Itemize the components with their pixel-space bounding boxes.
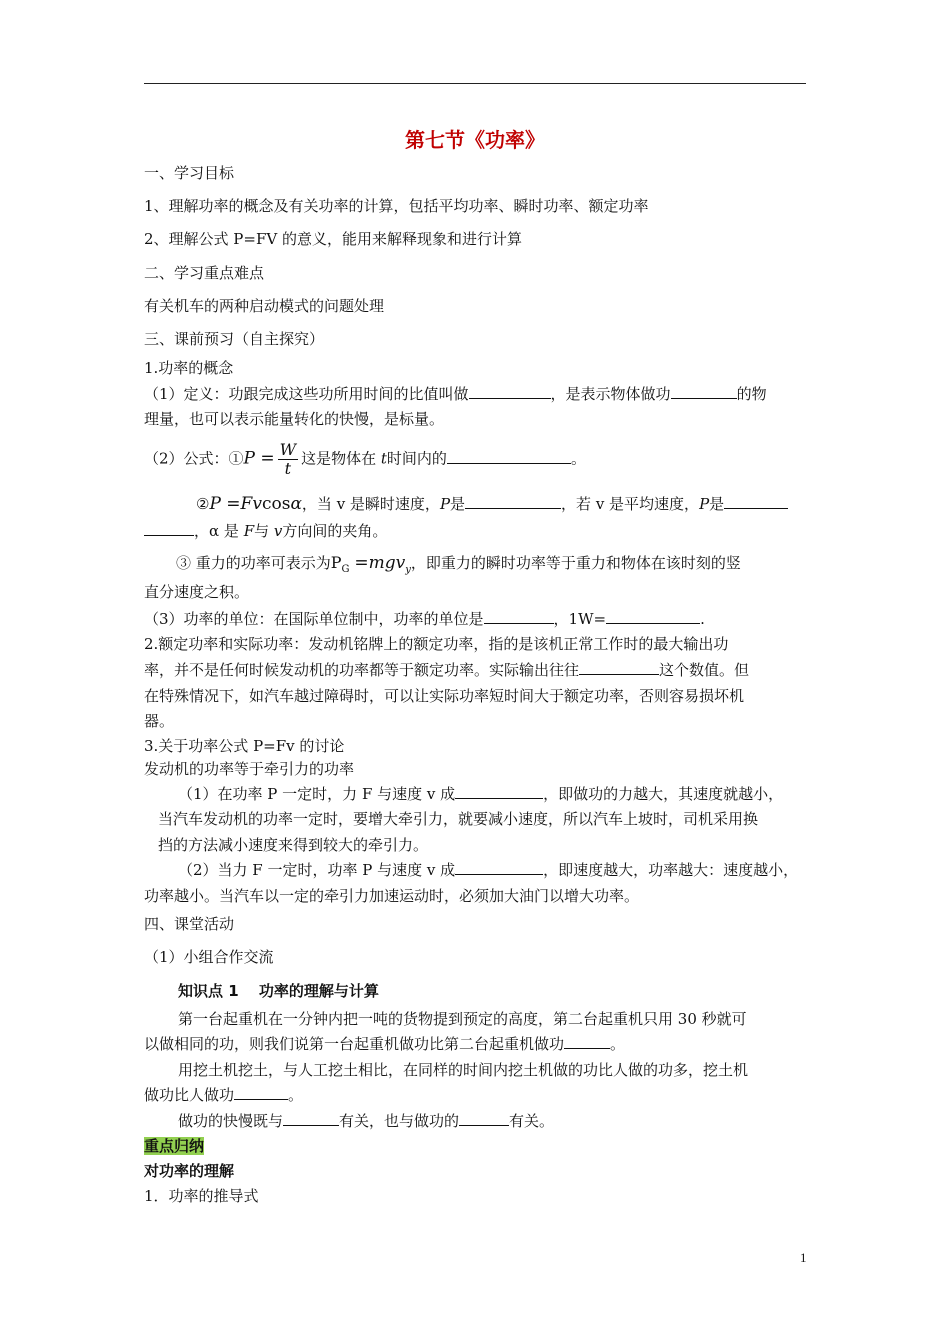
rated-power-line-2: 率，并不是任何时候发动机的功率都等于额定功率。实际输出往往 这个数值。但 — [144, 661, 750, 679]
excavator-line-2: 做功比人做功 。 — [144, 1086, 304, 1104]
formula-line-1: （2）公式：①P = $\frac{W}{t}$ 这是物体在 t时间内的 。 — [144, 440, 586, 478]
definition-line-2: 理量，也可以表示能量转化的快慢，是标量。 — [144, 410, 445, 428]
unit-line: （3）功率的单位：在国际单位制中，功率的单位是 ，1W= . — [144, 610, 705, 628]
blank-factor-1[interactable] — [283, 1111, 339, 1126]
section-4-heading: 四、课堂活动 — [144, 915, 235, 933]
blank-factor-2[interactable] — [459, 1111, 509, 1126]
rated-power-line-1: 2.额定功率和实际功率：发动机铭牌上的额定功率，指的是该机正常工作时的最大输出功 — [144, 635, 729, 653]
formula-p-equals-w-over-t: P = — [243, 448, 275, 469]
rated-power-line-3: 在特殊情况下，如汽车越过障碍时，可以让实际功率短时间大于额定功率，否则容易损坏机 — [144, 687, 745, 705]
summary-title: 对功率的理解 — [144, 1162, 235, 1180]
section-3-heading: 三、课前预习（自主探究） — [144, 330, 325, 348]
formula-line-2: ②P =Fvcosα，当 v 是瞬时速度，P是 ，若 v 是平均速度，P是 — [196, 494, 788, 514]
header-rule — [144, 83, 806, 84]
gravity-power-line-2: 直分速度之积。 — [144, 583, 250, 601]
definition-line: （1）定义：功跟完成这些功所用时间的比值叫做 ，是表示物体做功 的物 — [144, 385, 767, 403]
blank-mean-power[interactable] — [724, 494, 788, 509]
summary-tag: 重点归纳 — [144, 1137, 205, 1155]
discussion-1-line-1: （1）在功率 P 一定时，力 F 与速度 v 成 ，即做功的力越大，其速度就越小， — [178, 785, 784, 803]
blank-work-speed[interactable] — [671, 384, 737, 399]
crane-line-1: 第一台起重机在一分钟内把一吨的货物提到预定的高度，第二台起重机只用 30 秒就可 — [178, 1010, 747, 1028]
work-speed-line: 做功的快慢既与 有关，也与做功的 有关。 — [178, 1112, 555, 1130]
page-number: 1 — [800, 1250, 807, 1265]
objective-2: 2、理解公式 P=FV 的意义，能用来解释现象和进行计算 — [144, 230, 522, 248]
knowledge-point-title: 知识点 1 功率的理解与计算 — [178, 982, 379, 1000]
formula-p-equals-fvcos: P =Fv — [209, 494, 262, 514]
blank-average-power[interactable] — [447, 449, 571, 464]
discussion-subtitle: 发动机的功率等于牵引力的功率 — [144, 760, 355, 778]
gravity-power-line: ③ 重力的功率可表示为$P_G =mgv_y$，即重力的瞬时功率等于重力和物体在该时刻的竖 — [176, 553, 741, 576]
blank-unit-conversion[interactable] — [606, 609, 700, 624]
blank-excavator-comparison[interactable] — [234, 1085, 288, 1100]
formula-line-2b: ，α 是 F与 v方向间的夹角。 — [144, 521, 387, 541]
crane-line-2: 以做相同的功，则我们说第一台起重机做功比第二台起重机做功 。 — [144, 1035, 626, 1053]
key-difficulty: 有关机车的两种启动模式的问题处理 — [144, 297, 385, 315]
section-1-heading: 一、学习目标 — [144, 164, 235, 182]
group-activity: （1）小组合作交流 — [144, 948, 274, 966]
blank-mean-power-cont[interactable] — [144, 521, 194, 536]
formula-mgvy: =mgv$_y$ — [354, 553, 411, 576]
page-title: 第七节《功率》 — [405, 128, 545, 152]
blank-inverse-ratio[interactable] — [455, 784, 543, 799]
objective-1: 1、理解功率的概念及有关功率的计算，包括平均功率、瞬时功率、额定功率 — [144, 197, 649, 215]
excavator-line-1: 用挖土机挖土，与人工挖土相比，在同样的时间内挖土机做的功比人做的功多，挖土机 — [178, 1061, 749, 1079]
fraction-w-over-t: $\frac{W}{t}$ — [279, 440, 297, 478]
blank-definition[interactable] — [469, 384, 551, 399]
section-2-heading: 二、学习重点难点 — [144, 264, 265, 282]
discussion-2-line-2: 功率越小。当汽车以一定的牵引力加速运动时，必须加大油门以增大功率。 — [144, 887, 640, 905]
blank-crane-comparison[interactable] — [564, 1034, 610, 1049]
blank-actual-output[interactable] — [579, 660, 659, 675]
rated-power-line-4: 器。 — [144, 712, 175, 730]
discussion-title: 3.关于功率公式 P=Fv 的讨论 — [144, 737, 345, 755]
blank-unit[interactable] — [484, 609, 554, 624]
blank-instant-power[interactable] — [465, 494, 561, 509]
blank-direct-ratio[interactable] — [455, 860, 543, 875]
derivation-title: 1．功率的推导式 — [144, 1187, 259, 1205]
discussion-2-line-1: （2）当力 F 一定时，功率 P 与速度 v 成 ，即速度越大，功率越大：速度越小， — [178, 861, 799, 879]
discussion-1-line-3: 挡的方法减小速度来得到较大的牵引力。 — [158, 836, 429, 854]
concept-title: 1.功率的概念 — [144, 359, 234, 377]
discussion-1-line-2: 当汽车发动机的功率一定时，要增大牵引力，就要减小速度，所以汽车上坡时，司机采用换 — [158, 810, 759, 828]
